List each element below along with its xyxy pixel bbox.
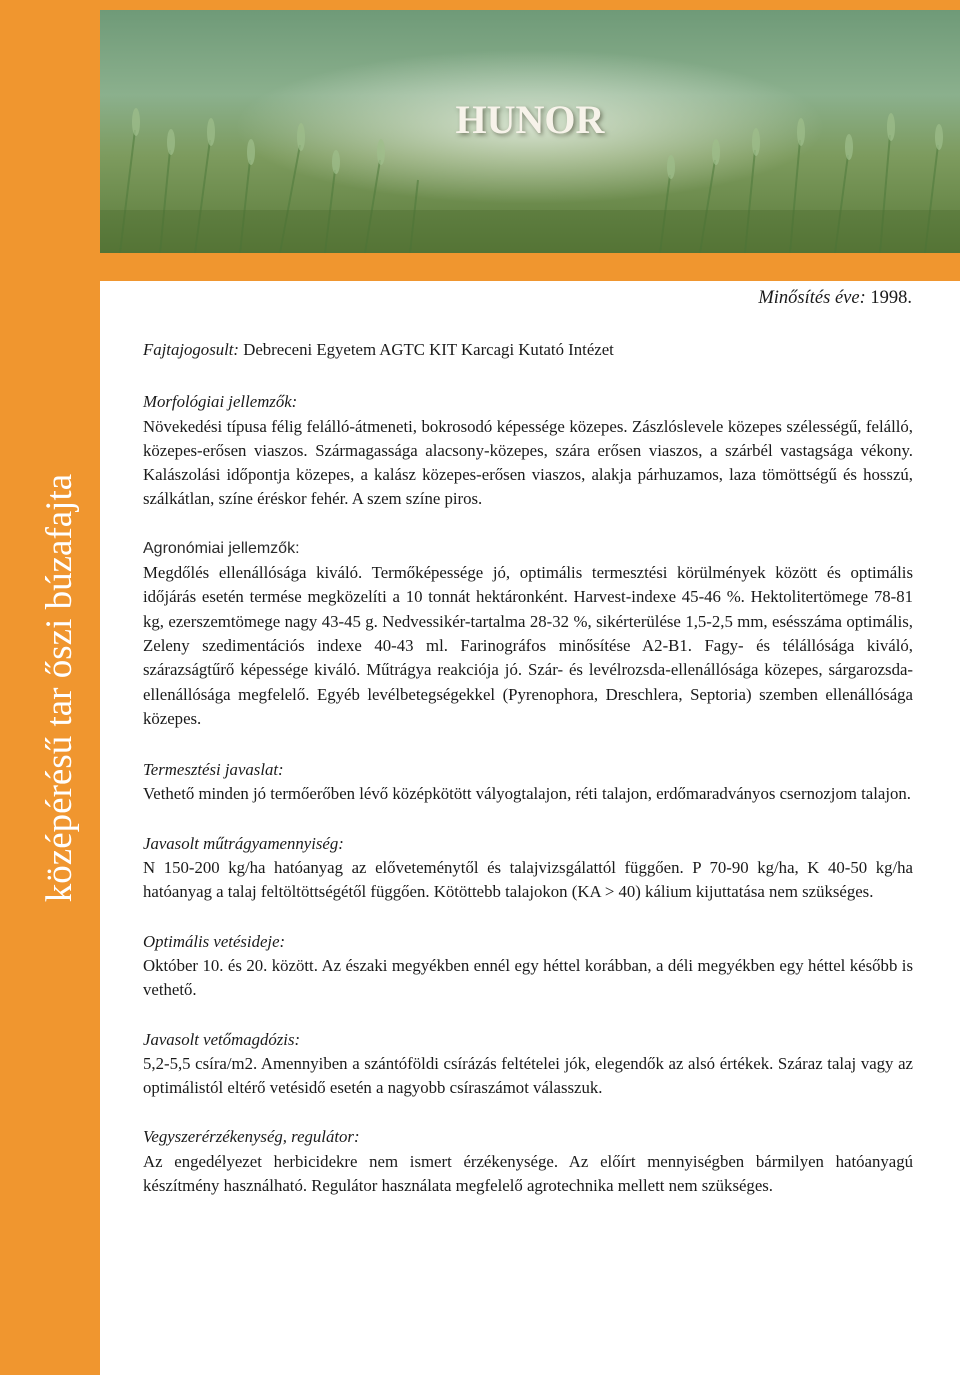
top-band bbox=[100, 0, 960, 10]
section-sowing-time bbox=[143, 930, 913, 1003]
owner-label: Fajtajogosult: bbox=[143, 340, 240, 359]
section-heading: Termesztési javaslat: bbox=[143, 760, 284, 780]
section-morphology bbox=[143, 390, 913, 511]
wheat-field-photo bbox=[100, 10, 960, 253]
content bbox=[143, 338, 913, 1223]
section-heading: Agronómiai jellemzők: bbox=[143, 539, 300, 557]
section-heading: Optimális vetésideje: bbox=[143, 931, 286, 951]
section-body: N 150-200 kg/ha hatóanyag az előveteménytől és talajvizsgálattól függően. P 70-90 kg/ha, K 40-50 kg/ha hatóanyag a talaj feltöltöttségétől függően. Kötöttebb talajokon (KA > 40) kálium kijuttatása nem szükséges. bbox=[143, 858, 913, 902]
owner-line bbox=[143, 338, 913, 362]
section-heading: Javasolt műtrágyamennyiség: bbox=[143, 833, 344, 853]
section-body: 5,2-5,5 csíra/m2. Amennyiben a szántóföldi csírázás feltételei jók, elegendők az alsó értékek. Száraz talaj vagy az optimálistól eltérő vetésidő esetén a nagyobb csíraszámot válasszuk. bbox=[143, 1053, 913, 1098]
section-heading: Vegyszerérzékenység, regulátor: bbox=[143, 1127, 360, 1147]
section-heading: Morfológiai jellemzők: bbox=[143, 392, 298, 412]
section-heading: Javasolt vetőmagdózis: bbox=[143, 1029, 301, 1049]
side-label-text: középérésű tar őszi búzafajta bbox=[39, 473, 80, 903]
year-label: Minősítés éve: bbox=[758, 288, 866, 308]
section-chemical-sensitivity bbox=[143, 1125, 913, 1198]
section-body: Megdőlés ellenállósága kiváló. Termőképessége jó, optimális termesztési körülmények között és optimális időjárás esetén termése megközelíti a 10 tonnát hektáronként. Harvest-indexe 45-46 %. Hektolitertömege 78-81 kg, ezerszemtömege nagy 43-45 g. Nedvessikér-tartalma 28-32 %, sikérterülése 1,5-2,5 mm, esésszáma optimális, Zeleny szedimentációs indexe 40-43 ml. Farinográfos minősítése A2-B1. Fagy- és télállósága kiváló, szárazságtűrő képessége kiváló. Műtrágya reakciója jó. Szár- és levélrozsda-ellenállósága közepes, sárgarozsda-ellenállósága megfelelő. Egyéb levélbetegségekkel (Pyrenophora, Dreschlera, Septoria) szemben ellenállósága közepes. bbox=[143, 563, 913, 728]
page-title: HUNOR bbox=[455, 97, 605, 142]
section-body: Vethető minden jó termőerőben lévő középkötött vályogtalajon, réti talajon, erdőmaradványos csernozjom talajon. bbox=[143, 784, 911, 804]
year-value: 1998. bbox=[865, 288, 912, 308]
section-body: Növekedési típusa félig felálló-átmeneti, bokrosodó képessége közepes. Zászlóslevele közepes szélességű, felálló, közepes-erősen viaszos. Szármagassága alacsony-közepes, szára erősen viaszos, a szárbél vastagsága vékony. Kalászolási időpontja közepes, a kalász közepes-erősen viaszos, alakja párhuzamos, laza tömöttségű és hosszú, szálkátlan, színe éréskor fehér. A szem színe piros. bbox=[143, 416, 913, 509]
section-cultivation bbox=[143, 758, 913, 807]
section-body: Október 10. és 20. között. Az északi megyékben ennél egy héttel korábban, a déli megyékben egy héttel később is vethető. bbox=[143, 955, 913, 1000]
section-seed-dose bbox=[143, 1028, 913, 1101]
section-fertilizer bbox=[143, 832, 913, 905]
owner-value: Debreceni Egyetem AGTC KIT Karcagi Kutató Intézet bbox=[239, 340, 614, 359]
bottom-band bbox=[100, 253, 960, 281]
section-body: Az engedélyezet herbicidekre nem ismert érzékenysége. Az előírt mennyiségben bármilyen hatóanyagú készítmény használható. Regulátor használata megfelelő agrotechnika mellett nem szükséges. bbox=[143, 1151, 913, 1196]
qualification-year bbox=[758, 288, 912, 309]
section-agronomy bbox=[143, 537, 913, 731]
